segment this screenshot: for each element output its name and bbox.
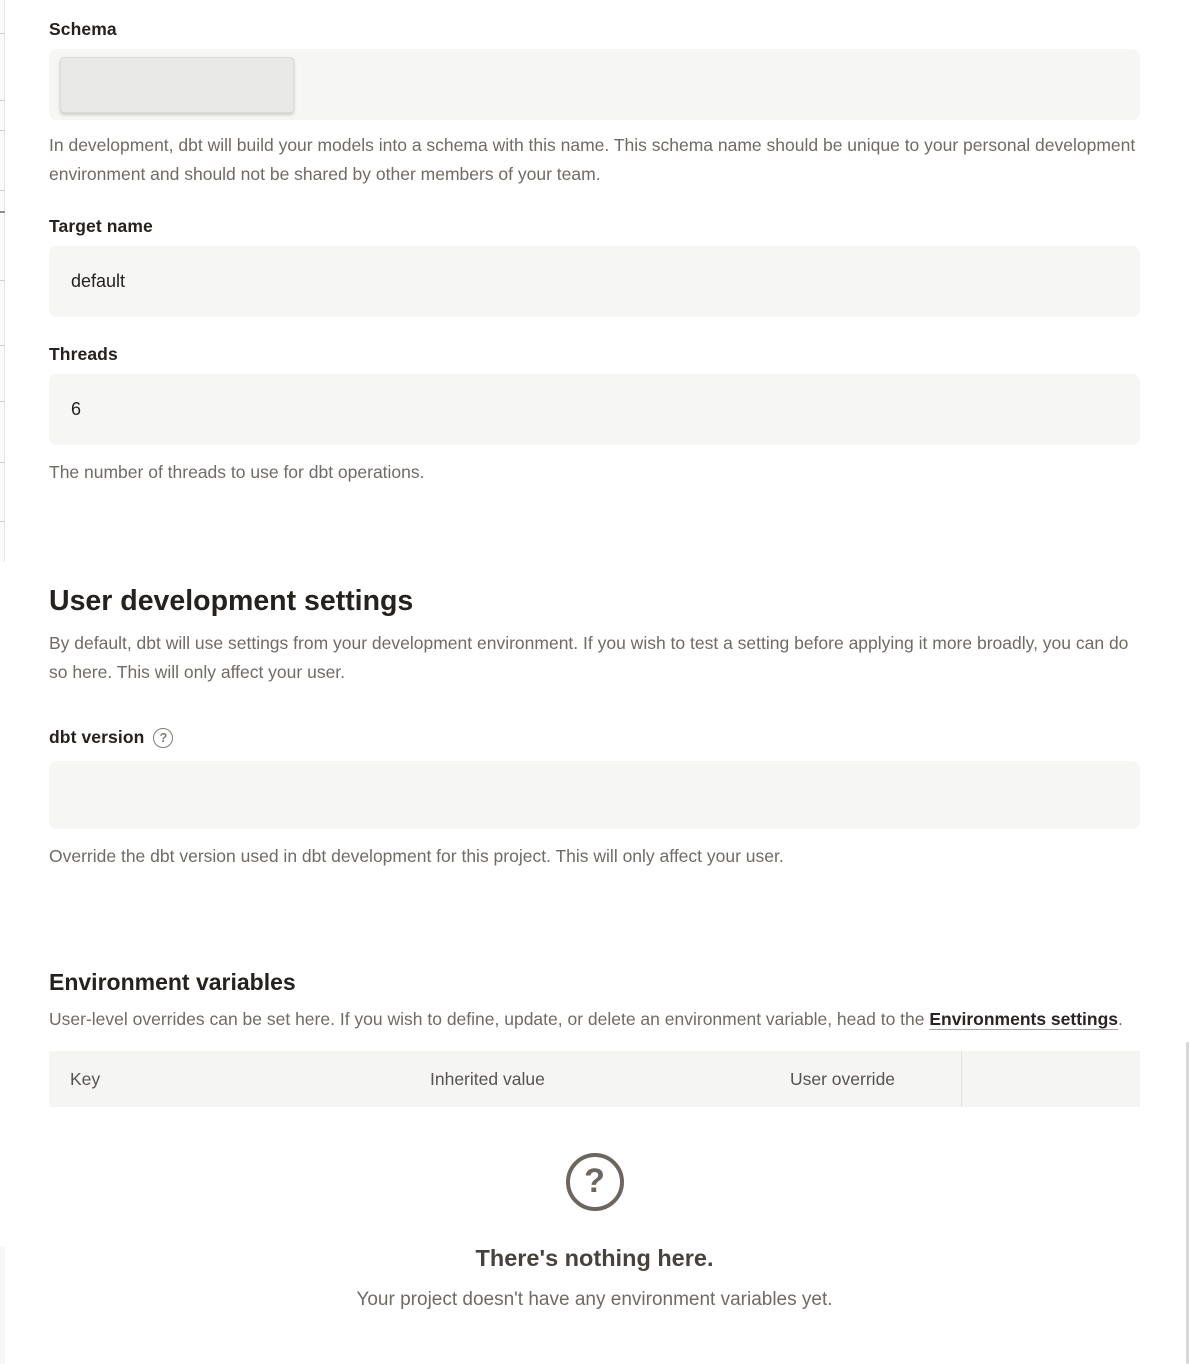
- threads-input[interactable]: [49, 374, 1140, 445]
- user-dev-settings-description: By default, dbt will use settings from your development environment. If you wish to test a setting before applying it more broadly, you can do so here. This will only affect your user.: [49, 633, 1129, 682]
- env-description-suffix: .: [1118, 1009, 1123, 1029]
- schema-value-redacted: [60, 57, 294, 113]
- cutoff-panel-edge-bottom: [0, 1246, 5, 1364]
- user-dev-settings-title: User development settings: [49, 585, 414, 617]
- column-header-user-override: User override: [790, 1069, 896, 1089]
- column-header-actions: [961, 1051, 1140, 1107]
- env-variables-table-header: [49, 1051, 1140, 1107]
- schema-help-text: In development, dbt will build your models into a schema with this name. This schema name should be unique to your personal development environment and should not be shared by other members of your team.: [49, 135, 1136, 184]
- cutoff-panel-edge: [0, 0, 5, 562]
- environment-variables-title: Environment variables: [49, 969, 296, 995]
- environment-variables-description: [49, 1005, 1140, 1034]
- empty-state-title: There's nothing here.: [475, 1245, 714, 1271]
- schema-label: Schema: [49, 19, 117, 39]
- threads-label: Threads: [49, 344, 118, 364]
- column-header-inherited-value: Inherited value: [430, 1069, 545, 1089]
- threads-help-text: The number of threads to use for dbt operations.: [49, 462, 425, 482]
- question-circle-icon[interactable]: ?: [153, 728, 173, 748]
- dbt-version-input[interactable]: [49, 761, 1140, 829]
- scrollbar[interactable]: [1186, 1042, 1189, 1364]
- env-variables-empty-state: [49, 1153, 1140, 1311]
- env-description-prefix: User-level overrides can be set here. If you wish to define, update, or delete an environment variable, head to the: [49, 1009, 930, 1029]
- schema-input[interactable]: [49, 49, 1140, 120]
- question-circle-icon: ?: [566, 1153, 624, 1211]
- target-name-input[interactable]: [49, 246, 1140, 317]
- dbt-version-label: dbt version: [49, 727, 145, 747]
- target-name-label: Target name: [49, 216, 153, 236]
- environments-settings-link[interactable]: Environments settings: [929, 1009, 1119, 1029]
- column-header-key: Key: [70, 1069, 101, 1089]
- dbt-version-help-text: Override the dbt version used in dbt development for this project. This will only affect your user.: [49, 846, 784, 866]
- empty-state-message: Your project doesn't have any environment variables yet.: [356, 1289, 833, 1310]
